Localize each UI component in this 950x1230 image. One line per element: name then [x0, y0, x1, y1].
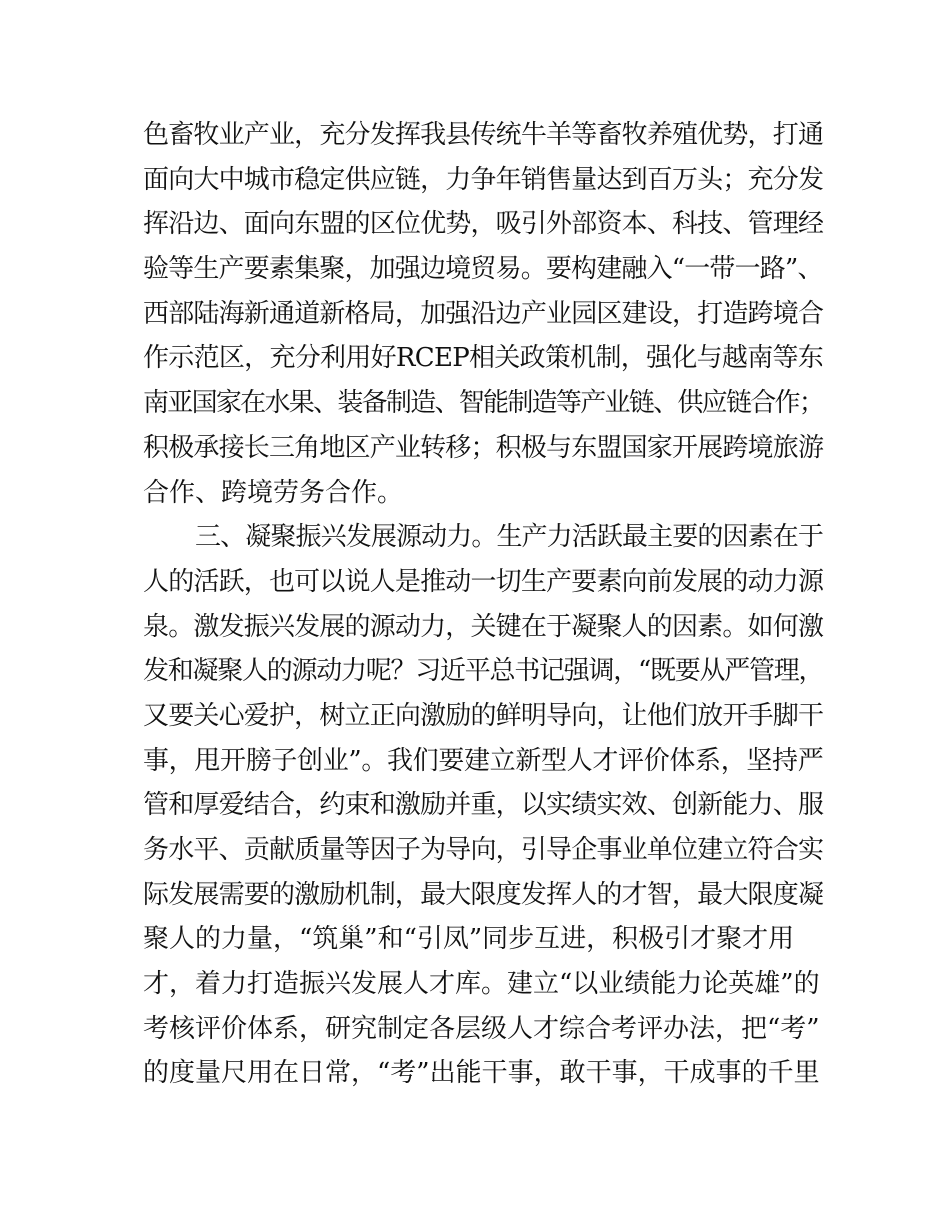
- paragraph: [143, 515, 823, 1096]
- text-line: 泉。激发振兴发展的源动力，关键在于凝聚人的因素。如何激: [143, 611, 824, 642]
- text-line: 验等生产要素集聚，加强边境贸易。要构建融入“一带一路”、: [143, 254, 823, 285]
- text-line: 事，甩开膀子创业”。我们要建立新型人才评价体系，坚持严: [143, 745, 824, 776]
- text-line: 积极承接长三角地区产业转移；积极与东盟国家开展跨境旅游: [143, 432, 824, 463]
- text-line: 又要关心爱护，树立正向激励的鲜明导向，让他们放开手脚干: [143, 700, 824, 731]
- text-line: 务水平、贡献质量等因子为导向，引导企事业单位建立符合实: [143, 835, 824, 865]
- text-line: 面向大中城市稳定供应链，力争年销售量达到百万头；充分发: [143, 164, 824, 195]
- text-line: 发和凝聚人的源动力呢？习近平总书记强调，“既要从严管理，: [143, 656, 824, 687]
- text-line: 合作、跨境劳务合作。: [143, 477, 404, 508]
- text-line: 才，着力打造振兴发展人才库。建立“以业绩能力论英雄”的: [143, 969, 820, 1000]
- text-line: 色畜牧业产业，充分发挥我县传统牛羊等畜牧养殖优势，打通: [143, 120, 824, 150]
- text-line: 作示范区，充分利用好RCEP相关政策机制，强化与越南等东: [143, 343, 824, 374]
- text-line: 考核评价体系，研究制定各层级人才综合考评办法，把“考”: [143, 1013, 820, 1044]
- text-line: 的度量尺用在日常，“考”出能干事，敢干事，干成事的千里: [143, 1058, 820, 1089]
- text-line: 际发展需要的激励机制，最大限度发挥人的才智，最大限度凝: [143, 879, 824, 910]
- paragraph: [143, 113, 823, 515]
- text-line: 南亚国家在水果、装备制造、智能制造等产业链、供应链合作；: [143, 388, 824, 419]
- text-line: 人的活跃，也可以说人是推动一切生产要素向前发展的动力源: [143, 566, 824, 597]
- text-line: 西部陆海新通道新格局，加强沿边产业园区建设，打造跨境合: [143, 298, 824, 329]
- text-line: 管和厚爱结合，约束和激励并重，以实绩实效、创新能力、服: [143, 790, 824, 821]
- text-line: 三、凝聚振兴发展源动力。生产力活跃最主要的因素在于: [195, 522, 824, 553]
- text-line: 挥沿边、面向东盟的区位优势，吸引外部资本、科技、管理经: [143, 209, 824, 240]
- body-text: [143, 113, 823, 1096]
- text-line: 聚人的力量，“筑巢”和“引凤”同步互进，积极引才聚才用: [143, 924, 795, 955]
